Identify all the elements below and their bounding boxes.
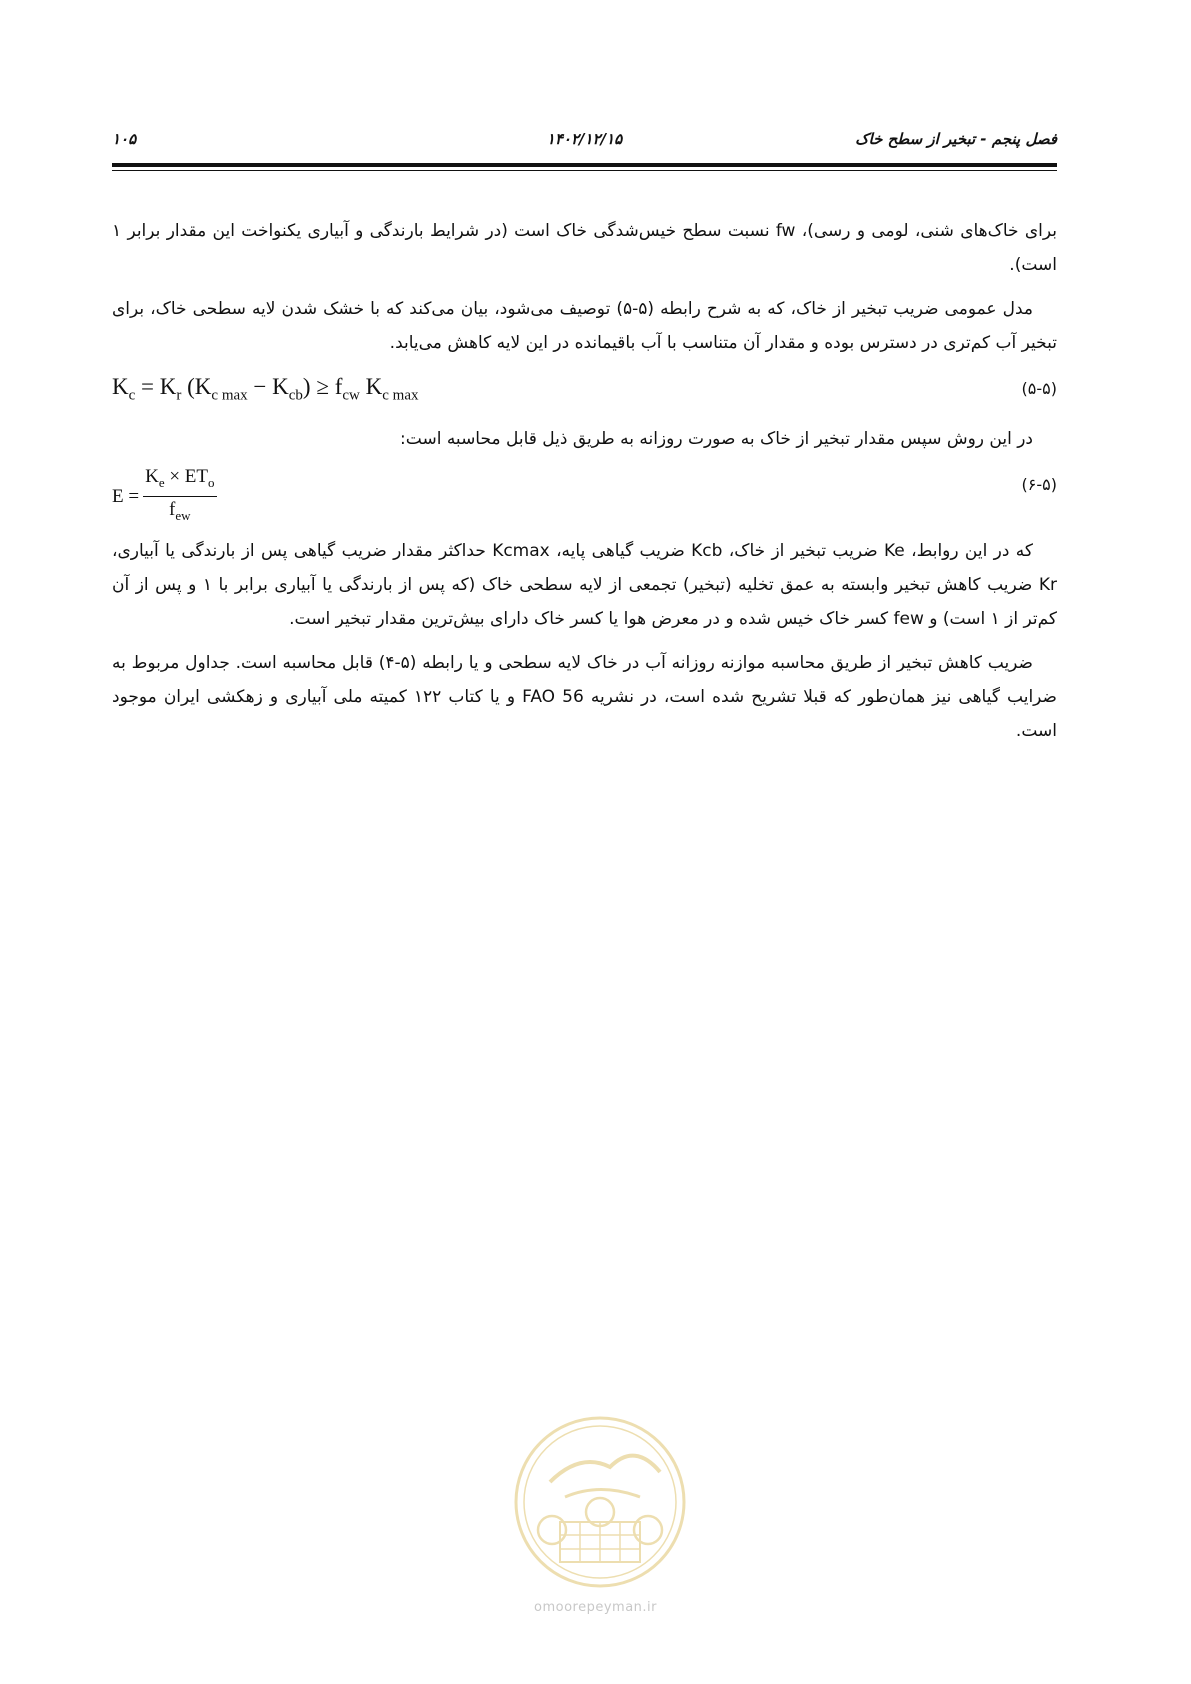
watermark-logo-icon (510, 1412, 690, 1592)
page-body (112, 214, 1057, 758)
watermark-url: omoorepeyman.ir (534, 1600, 657, 1615)
paragraph-4: که در این روابط، Ke ضریب تبخیر از خاک، Kcb ضریب گیاهی پایه، Kcmax حداکثر مقدار ضریب گیاهی پس از بارندگی یا آبیاری، Kr ضریب کاهش تبخیر وابسته به عمق تخلیه (تبخیر) تجمعی از لایه سطحی خاک (که پس از بارندگی یا آبیاری برابر با ۱ و پس از آن کم‌تر از ۱ است) و few کسر خاک خیس شده و در معرض هوا یا کسر خاک دارای بیش‌ترین مقدار تبخیر است. (112, 541, 1057, 629)
equation-6-5-number: (۶-۵) (1021, 475, 1057, 494)
equation-6-5-fraction: $\frac{K_e \times ET_o}{f_{ew}}$ (145, 466, 215, 523)
paragraph-3: در این روش سپس مقدار تبخیر از خاک به صورت روزانه به طریق ذیل قابل محاسبه است: (400, 429, 1033, 449)
page-number: ۱۰۵ (112, 130, 137, 148)
paragraph-2: مدل عمومی ضریب تبخیر از خاک، که به شرح رابطه (۵-۵) توصیف می‌شود، بیان می‌کند که با خشک شدن لایه سطحی خاک، برای تبخیر آب کم‌تری در دسترس بوده و مقدار آن متناسب با آب باقیمانده در این لایه کاهش می‌یابد. (112, 299, 1057, 353)
equation-5-5-formula: $K_c = K_r$ $(K_{c max} - K_{cb}) \ge f_{cw}$ $K_{c max}$ (112, 374, 419, 404)
equation-5-5 (112, 370, 1057, 416)
header-date: ۱۴۰۲/۱۲/۱۵ (546, 130, 623, 148)
header-rule-thick (112, 163, 1057, 167)
equation-6-5-formula: E = $\frac{K_e \times ET_o}{f_{ew}}$ (112, 466, 217, 528)
chapter-title: فصل پنجم - تبخیر از سطح خاک (855, 130, 1057, 148)
equation-6-5 (112, 466, 1057, 528)
equation-5-5-number: (۵-۵) (1021, 379, 1057, 398)
page-header (112, 128, 1057, 154)
paragraph-5: ضریب کاهش تبخیر از طریق محاسبه موازنه روزانه آب در خاک لایه سطحی و یا رابطه (۵-۴) قابل محاسبه است. جداول مربوط به ضرایب گیاهی نیز همان‌طور که قبلا تشریح شده است، در نشریه FAO 56 و یا کتاب ۱۲۲ کمیته ملی آبیاری و زهکشی ایران موجود است. (112, 653, 1057, 741)
paragraph-1: برای خاک‌های شنی، لومی و رسی)، fw نسبت سطح خیس‌شدگی خاک است (در شرایط بارندگی و آبیاری یکنواخت این مقدار برابر ۱ است). (112, 221, 1057, 275)
header-rule-thin (112, 170, 1057, 171)
